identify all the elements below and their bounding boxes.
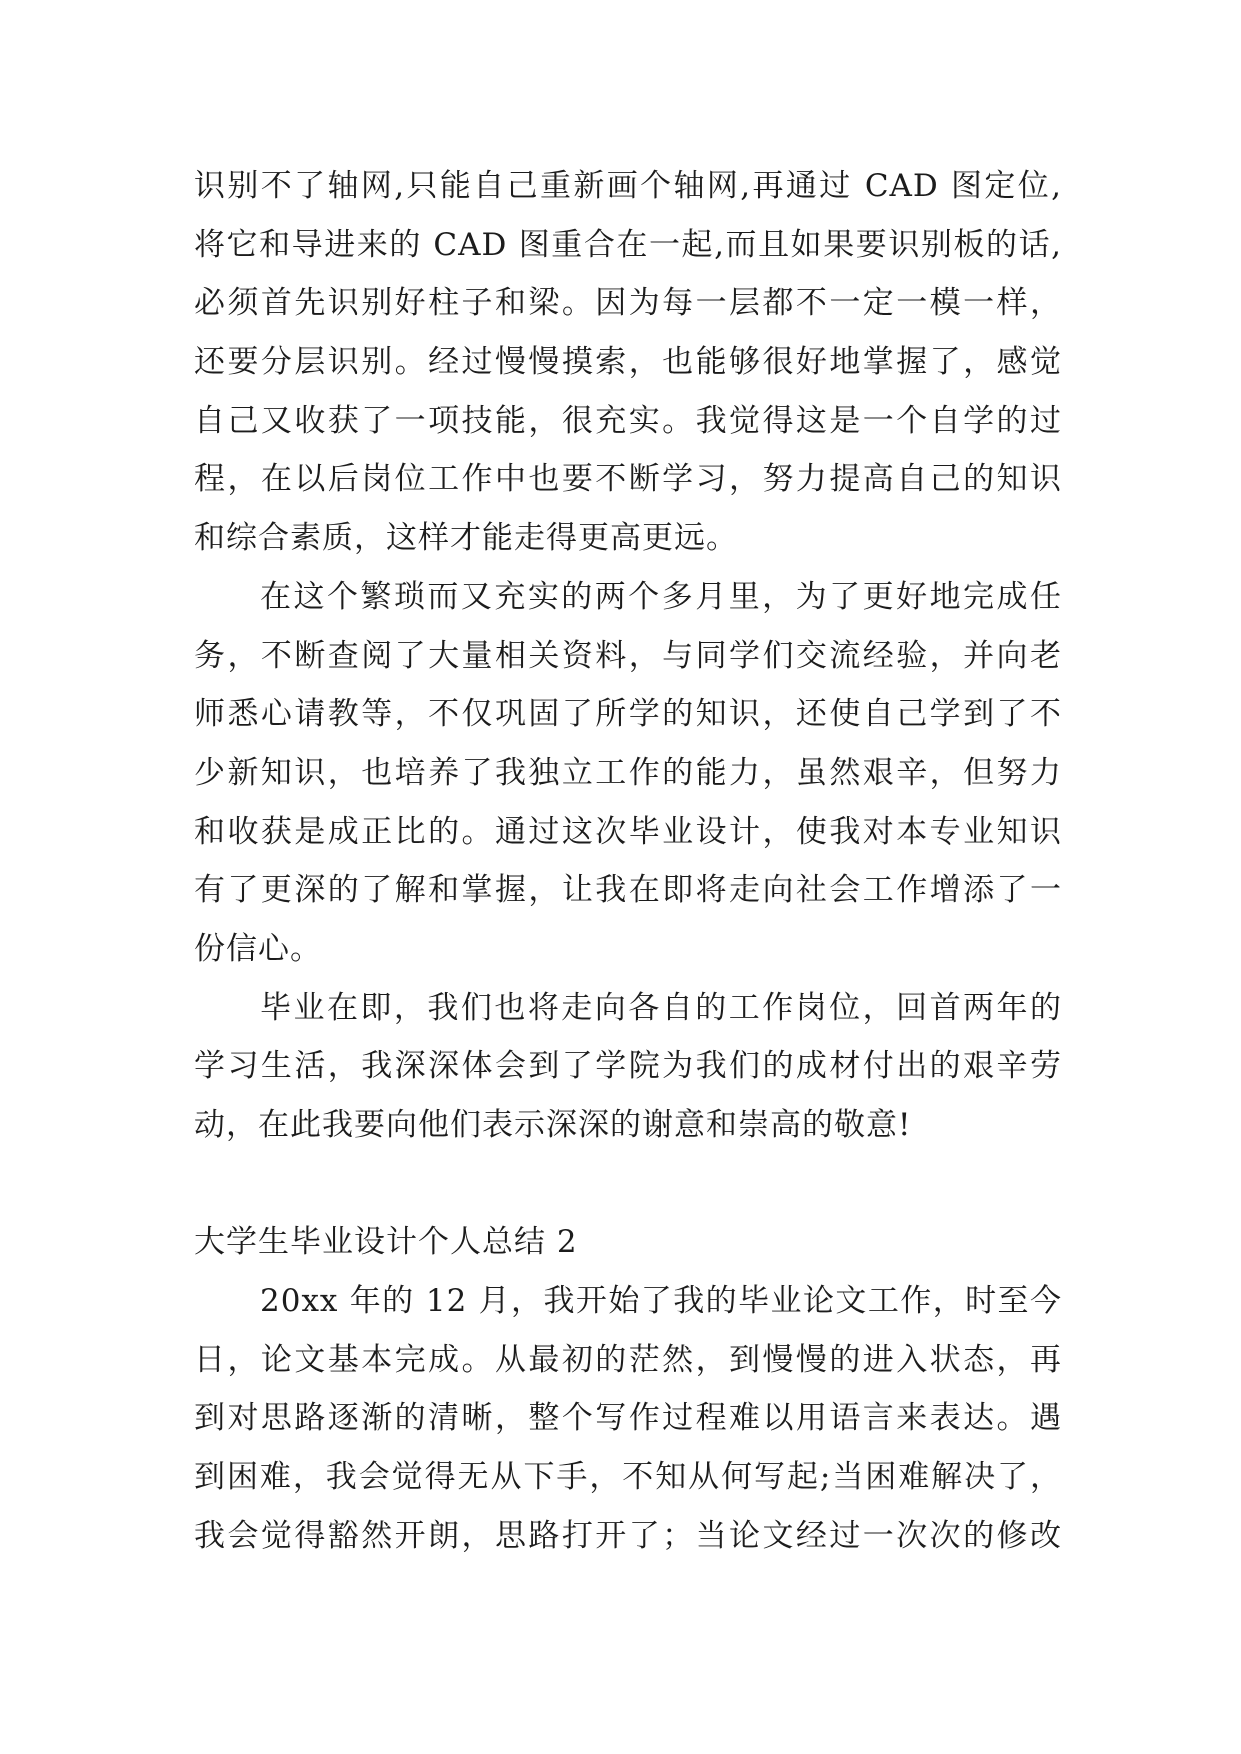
- text-line: 和综合素质，这样才能走得更高更远。: [194, 520, 738, 557]
- blank-line: [194, 1155, 1062, 1214]
- text-line: 到对思路逐渐的清晰，整个写作过程难以用语言来表达。遇: [194, 1400, 1062, 1437]
- text-line: 20xx 年的 12 月，我开始了我的毕业论文工作，时至今: [260, 1283, 1062, 1320]
- section-heading: 大学生毕业设计个人总结 2: [194, 1224, 578, 1261]
- text-line: 程，在以后岗位工作中也要不断学习，努力提高自己的知识: [194, 461, 1062, 498]
- text-line: 少新知识，也培养了我独立工作的能力，虽然艰辛，但努力: [194, 754, 1062, 791]
- document-body: [194, 157, 1062, 1566]
- text-line: 在这个繁琐而又充实的两个多月里，为了更好地完成任: [260, 578, 1062, 615]
- paragraph: [194, 157, 1062, 568]
- text-line: 到困难，我会觉得无从下手，不知从何写起;当困难解决了，: [194, 1459, 1062, 1496]
- text-line: 毕业在即，我们也将走向各自的工作岗位，回首两年的: [260, 989, 1062, 1026]
- text-line: 还要分层识别。经过慢慢摸索，也能够很好地掌握了，感觉: [194, 344, 1062, 381]
- text-line: 务，不断查阅了大量相关资料，与同学们交流经验，并向老: [194, 637, 1062, 674]
- text-line: 必须首先识别好柱子和梁。因为每一层都不一定一模一样，: [194, 285, 1062, 322]
- paragraph: [194, 1272, 1062, 1565]
- text-line: 和收获是成正比的。通过这次毕业设计，使我对本专业知识: [194, 813, 1062, 850]
- text-line: 动，在此我要向他们表示深深的谢意和崇高的敬意!: [194, 1107, 912, 1143]
- text-line: 我会觉得豁然开朗，思路打开了；当论文经过一次次的修改: [194, 1517, 1062, 1554]
- text-line: 日，论文基本完成。从最初的茫然，到慢慢的进入状态，再: [194, 1341, 1062, 1378]
- text-line: 学习生活，我深深体会到了学院为我们的成材付出的艰辛劳: [194, 1048, 1062, 1085]
- paragraph: [194, 979, 1062, 1155]
- text-line: 有了更深的了解和掌握，让我在即将走向社会工作增添了一: [194, 872, 1062, 909]
- text-line: 自己又收获了一项技能，很充实。我觉得这是一个自学的过: [194, 402, 1062, 439]
- paragraph: [194, 568, 1062, 979]
- text-line: 识别不了轴网,只能自己重新画个轴网,再通过 CAD 图定位,: [194, 168, 1062, 204]
- text-line: 份信心。: [194, 930, 322, 967]
- text-line: 师悉心请教等，不仅巩固了所学的知识，还使自己学到了不: [194, 696, 1062, 733]
- text-line: 将它和导进来的 CAD 图重合在一起,而且如果要识别板的话,: [194, 226, 1062, 263]
